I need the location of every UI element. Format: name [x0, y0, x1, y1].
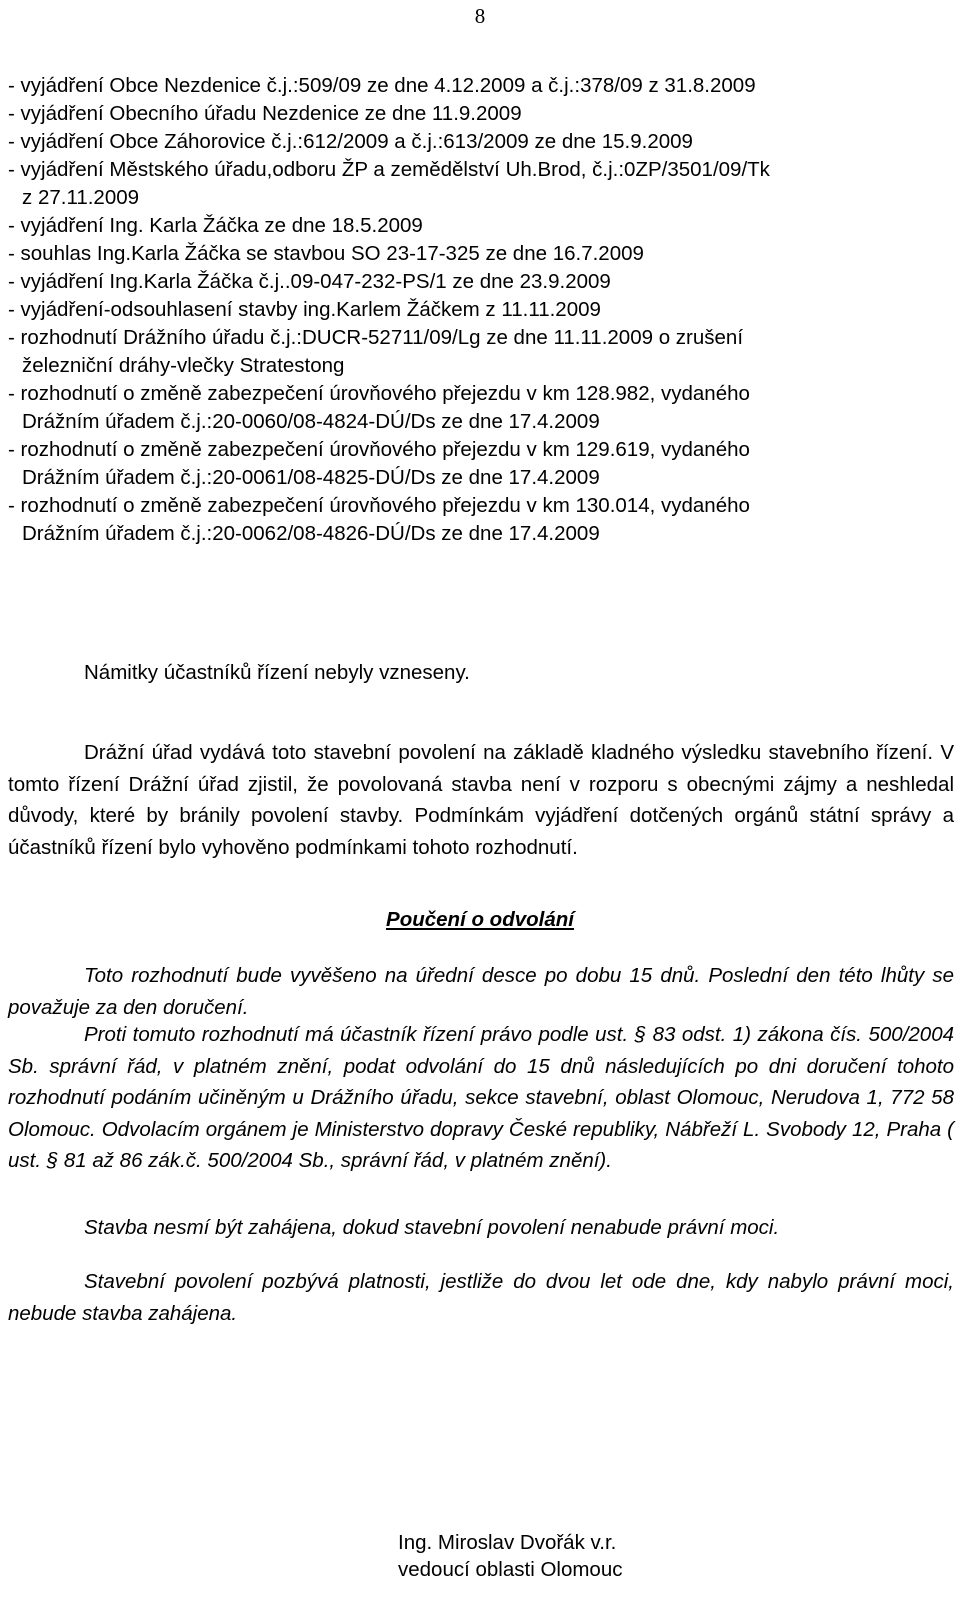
signature-title: vedoucí oblasti Olomouc	[398, 1558, 623, 1581]
appeal-text-3: Stavba nesmí být zahájena, dokud stavební povolení nenabude právní moci.	[84, 1216, 780, 1239]
list-item: - rozhodnutí Drážního úřadu č.j.:DUCR-52711/09/Lg ze dne 11.11.2009 o zrušení	[8, 326, 744, 349]
appeal-paragraph	[8, 1019, 954, 1177]
appeal-paragraph	[8, 960, 954, 1023]
list-item: - vyjádření Obce Nezdenice č.j.:509/09 ze dne 4.12.2009 a č.j.:378/09 z 31.8.2009	[8, 74, 756, 97]
objections-statement: Námitky účastníků řízení nebyly vzneseny.	[84, 661, 470, 684]
list-item: - vyjádření Obce Záhorovice č.j.:612/2009 a č.j.:613/2009 ze dne 15.9.2009	[8, 130, 693, 153]
list-item-continuation: Drážním úřadem č.j.:20-0060/08-4824-DÚ/Ds ze dne 17.4.2009	[22, 410, 600, 433]
list-item-continuation: Drážním úřadem č.j.:20-0062/08-4826-DÚ/Ds ze dne 17.4.2009	[22, 522, 600, 545]
list-item: - souhlas Ing.Karla Žáčka se stavbou SO 23-17-325 ze dne 16.7.2009	[8, 242, 644, 265]
page-number: 8	[474, 4, 486, 28]
appeal-paragraph	[8, 1212, 954, 1244]
decision-paragraph	[8, 737, 954, 863]
list-item-continuation: z 27.11.2009	[22, 186, 140, 209]
appeal-text-1: Toto rozhodnutí bude vyvěšeno na úřední desce po dobu 15 dnů. Poslední den této lhůty se považuje za den doručení.	[8, 964, 954, 1019]
appeal-paragraph	[8, 1266, 954, 1329]
list-item-continuation: železniční dráhy-vlečky Stratestong	[22, 354, 345, 377]
list-item: - vyjádření Obecního úřadu Nezdenice ze dne 11.9.2009	[8, 102, 522, 125]
signature-name: Ing. Miroslav Dvořák v.r.	[398, 1531, 617, 1554]
list-item: - rozhodnutí o změně zabezpečení úrovňového přejezdu v km 128.982, vydaného	[8, 382, 750, 405]
appeal-heading: Poučení o odvolání	[386, 908, 574, 931]
list-item: - vyjádření Ing.Karla Žáčka č.j..09-047-232-PS/1 ze dne 23.9.2009	[8, 270, 611, 293]
list-item: - vyjádření-odsouhlasení stavby ing.Karlem Žáčkem z 11.11.2009	[8, 298, 601, 321]
appeal-text-2: Proti tomuto rozhodnutí má účastník řízení právo podle ust. § 83 odst. 1) zákona čís. 500/2004 Sb. správní řád, v platném znění, podat odvolání do 15 dnů následujících po dni doručení tohoto rozhodnutí podáním učiněným u Drážního úřadu, sekce stavební, oblast Olomouc, Nerudova 1, 772 58 Olomouc. Odvolacím orgánem je Ministerstvo dopravy České republiky, Nábřeží L. Svobody 12, Praha ( ust. § 81 až 86 zák.č. 500/2004 Sb., správní řád, v platném znění).	[8, 1023, 954, 1172]
decision-text: Drážní úřad vydává toto stavební povolení na základě kladného výsledku stavebního řízení. V tomto řízení Drážní úřad zjistil, že povolovaná stavba není v rozporu s obecnými zájmy a neshledal důvody, které by bránily povolení stavby. Podmínkám vyjádření dotčených orgánů státní správy a účastníků řízení bylo vyhověno podmínkami tohoto rozhodnutí.	[8, 741, 954, 859]
list-item-continuation: Drážním úřadem č.j.:20-0061/08-4825-DÚ/Ds ze dne 17.4.2009	[22, 466, 600, 489]
list-item: - rozhodnutí o změně zabezpečení úrovňového přejezdu v km 130.014, vydaného	[8, 494, 750, 517]
appeal-text-4: Stavební povolení pozbývá platnosti, jestliže do dvou let ode dne, kdy nabylo právní moci, nebude stavba zahájena.	[8, 1270, 954, 1325]
list-item: - rozhodnutí o změně zabezpečení úrovňového přejezdu v km 129.619, vydaného	[8, 438, 750, 461]
list-item: - vyjádření Ing. Karla Žáčka ze dne 18.5.2009	[8, 214, 423, 237]
list-item: - vyjádření Městského úřadu,odboru ŽP a zemědělství Uh.Brod, č.j.:0ZP/3501/09/Tk	[8, 158, 770, 181]
